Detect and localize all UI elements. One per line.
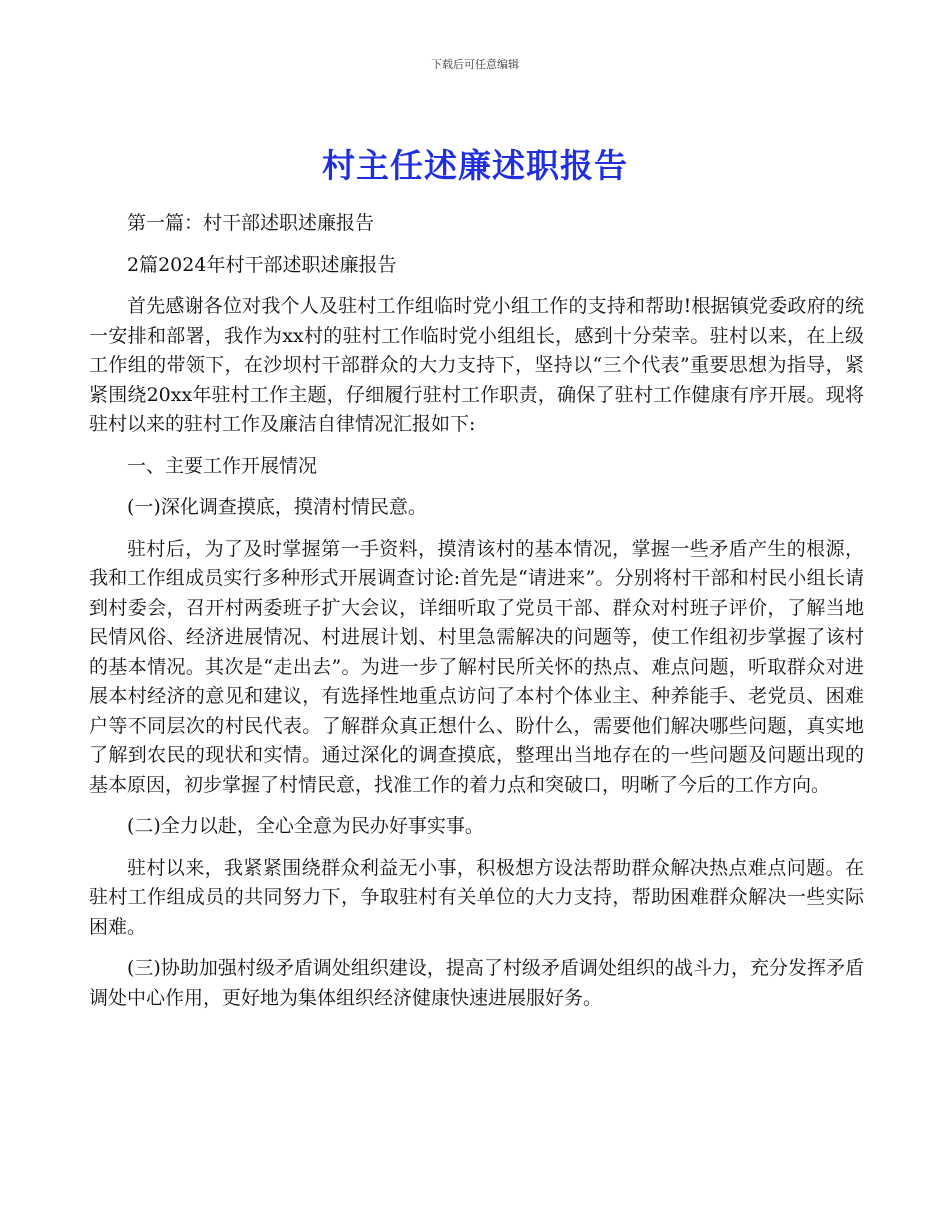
paragraph: 首先感谢各位对我个人及驻村工作组临时党小组工作的支持和帮助!根据镇党委政府的统一安排和部署，我作为xx村的驻村工作临时党小组组长，感到十分荣幸。驻村以来，在上级工作组的带领下，在沙坝村干部群众的大力支持下，坚持以“三个代表”重要思想为指导，紧紧围绕20xx年驻村工作主题，仔细履行驻村工作职责，确保了驻村工作健康有序开展。现将驻村以来的驻村工作及廉洁自律情况汇报如下: bbox=[89, 295, 864, 435]
document-body bbox=[89, 209, 864, 1025]
subsection-heading: (二)全力以赴，全心全意为民办好事实事。 bbox=[127, 815, 484, 837]
paragraph: 驻村后，为了及时掌握第一手资料，摸清该村的基本情况，掌握一些矛盾产生的根源，我和工作组成员实行多种形式开展调查讨论:首先是“请进来”。分别将村干部和村民小组长请到村委会，召开村两委班子扩大会议，详细听取了党员干部、群众对村班子评价，了解当地民情风俗、经济进展情况、村进展计划、村里急需解决的问题等，使工作组初步掌握了该村的基本情况。其次是“走出去”。为进一步了解村民所关怀的热点、难点问题，听取群众对进展本村经济的意见和建议，有选择性地重点访问了本村个体业主、种养能手、老党员、困难户等不同层次的村民代表。了解群众真正想什么、盼什么，需要他们解决哪些问题，真实地了解到农民的现状和实情。通过深化的调查摸底，整理出当地存在的一些问题及问题出现的基本原因，初步掌握了村情民意，找准工作的着力点和突破口，明晰了今后的工作方向。 bbox=[89, 537, 864, 796]
document-title: 村主任述廉述职报告 bbox=[322, 146, 628, 185]
paragraph: 第一篇：村干部述职述廉报告 bbox=[127, 212, 375, 234]
subsection-heading: (一)深化调查摸底，摸清村情民意。 bbox=[127, 496, 427, 518]
paragraph: 2篇2024年村干部述职述廉报告 bbox=[127, 253, 397, 276]
paragraph: (三)协助加强村级矛盾调处组织建设，提高了村级矛盾调处组织的战斗力，充分发挥矛盾调处中心作用，更好地为集体组织经济健康快速进展服好务。 bbox=[89, 957, 864, 1009]
paragraph: 驻村以来，我紧紧围绕群众利益无小事，积极想方设法帮助群众解决热点难点问题。在驻村工作组成员的共同努力下，争取驻村有关单位的大力支持，帮助困难群众解决一些实际困难。 bbox=[89, 856, 864, 938]
section-heading: 一、主要工作开展情况 bbox=[127, 454, 318, 477]
header-note: 下载后可任意编辑 bbox=[431, 58, 519, 71]
